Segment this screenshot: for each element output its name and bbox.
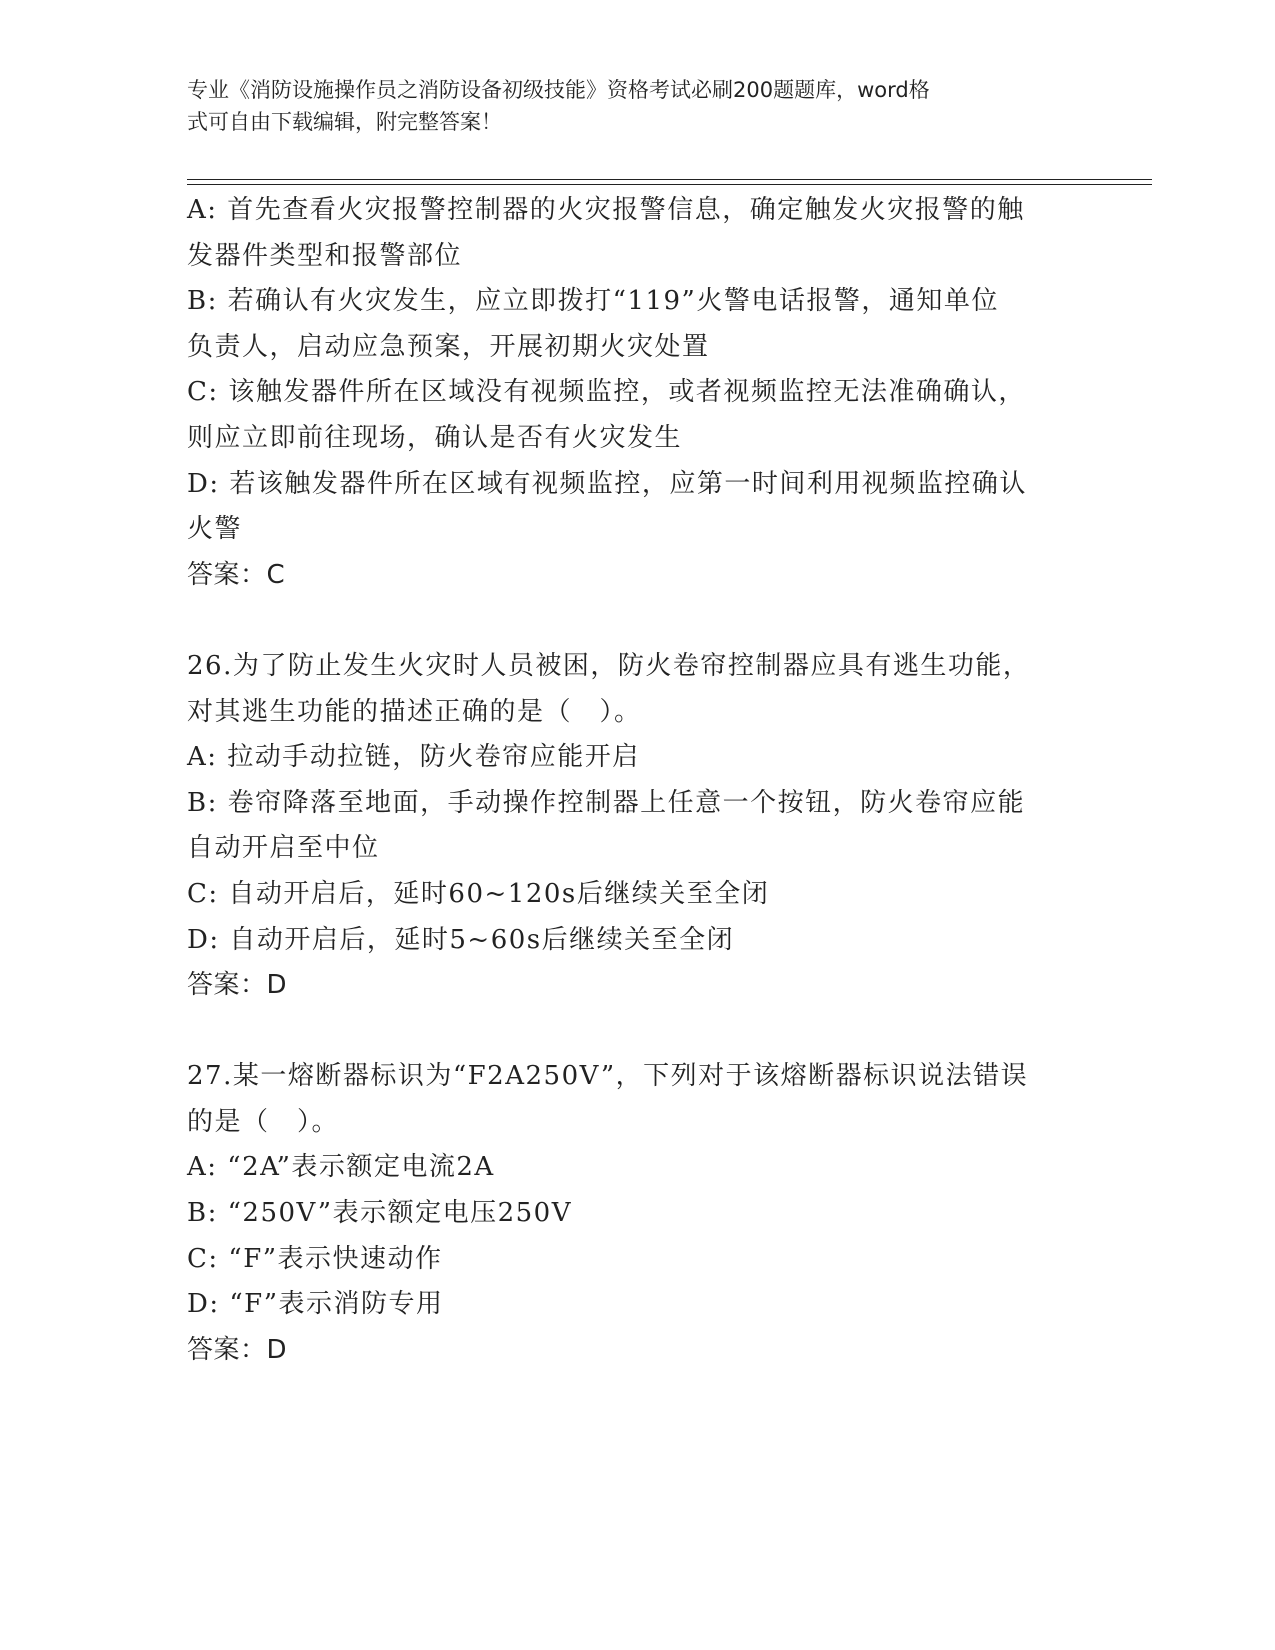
- spacer: [187, 1009, 1087, 1055]
- document-header: [187, 74, 1067, 138]
- header-line-2: 式可自由下载编辑，附完整答案！: [187, 110, 502, 134]
- option-b-line-1: B: 卷帘降落至地面，手动操作控制器上任意一个按钮，防火卷帘应能: [187, 787, 1026, 818]
- option-d-line-2: 火警: [187, 514, 243, 545]
- option-a-line-2: 发器件类型和报警部位: [187, 240, 463, 271]
- option-a: A: 拉动手动拉链，防火卷帘应能开启: [187, 742, 640, 773]
- question-stem-line-1: 26.为了防止发生火灾时人员被困，防火卷帘控制器应具有逃生功能，: [187, 650, 1031, 681]
- option-b: B: “250V”表示额定电压250V: [187, 1198, 572, 1229]
- option-a-line-1: A: 首先查看火灾报警控制器的火灾报警信息，确定触发火灾报警的触: [187, 195, 1025, 225]
- option-c: C: 自动开启后，延时60~120s后继续关至全闭: [187, 878, 770, 909]
- option-c: C: “F”表示快速动作: [187, 1243, 443, 1274]
- header-divider-bottom: [187, 184, 1152, 185]
- option-b-line-2: 自动开启至中位: [187, 833, 380, 864]
- question-stem-line-1: 27.某一熔断器标识为“F2A250V”，下列对于该熔断器标识说法错误: [187, 1061, 1029, 1092]
- option-d-line-1: D: 若该触发器件所在区域有视频监控，应第一时间利用视频监控确认: [187, 468, 1027, 499]
- question-stem-line-2: 的是（ ）。: [187, 1106, 340, 1137]
- question-stem-line-2: 对其逃生功能的描述正确的是（ ）。: [187, 696, 642, 727]
- option-a: A: “2A”表示额定电流2A: [187, 1152, 495, 1183]
- question-27: [187, 1054, 1087, 1373]
- header-line-1: 专业《消防设施操作员之消防设备初级技能》资格考试必刷200题题库，word格: [187, 78, 930, 102]
- answer-label: 答案：D: [187, 970, 288, 1001]
- option-d: D: “F”表示消防专用: [187, 1289, 444, 1320]
- question-25-options: [187, 188, 1087, 598]
- question-26: [187, 644, 1087, 1009]
- header-divider-top: [187, 179, 1152, 180]
- option-c-line-1: C: 该触发器件所在区域没有视频监控，或者视频监控无法准确确认，: [187, 377, 1026, 408]
- answer-label: 答案：D: [187, 1334, 288, 1365]
- spacer: [187, 598, 1087, 644]
- option-c-line-2: 则应立即前往现场，确认是否有火灾发生: [187, 422, 683, 453]
- document-body: [187, 188, 1087, 1373]
- answer-label: 答案：C: [187, 559, 286, 590]
- option-b-line-2: 负责人，启动应急预案，开展初期火灾处置: [187, 331, 710, 362]
- option-b-line-1: B: 若确认有火灾发生，应立即拨打“119”火警电话报警，通知单位: [187, 286, 999, 317]
- option-d: D: 自动开启后，延时5~60s后继续关至全闭: [187, 924, 735, 955]
